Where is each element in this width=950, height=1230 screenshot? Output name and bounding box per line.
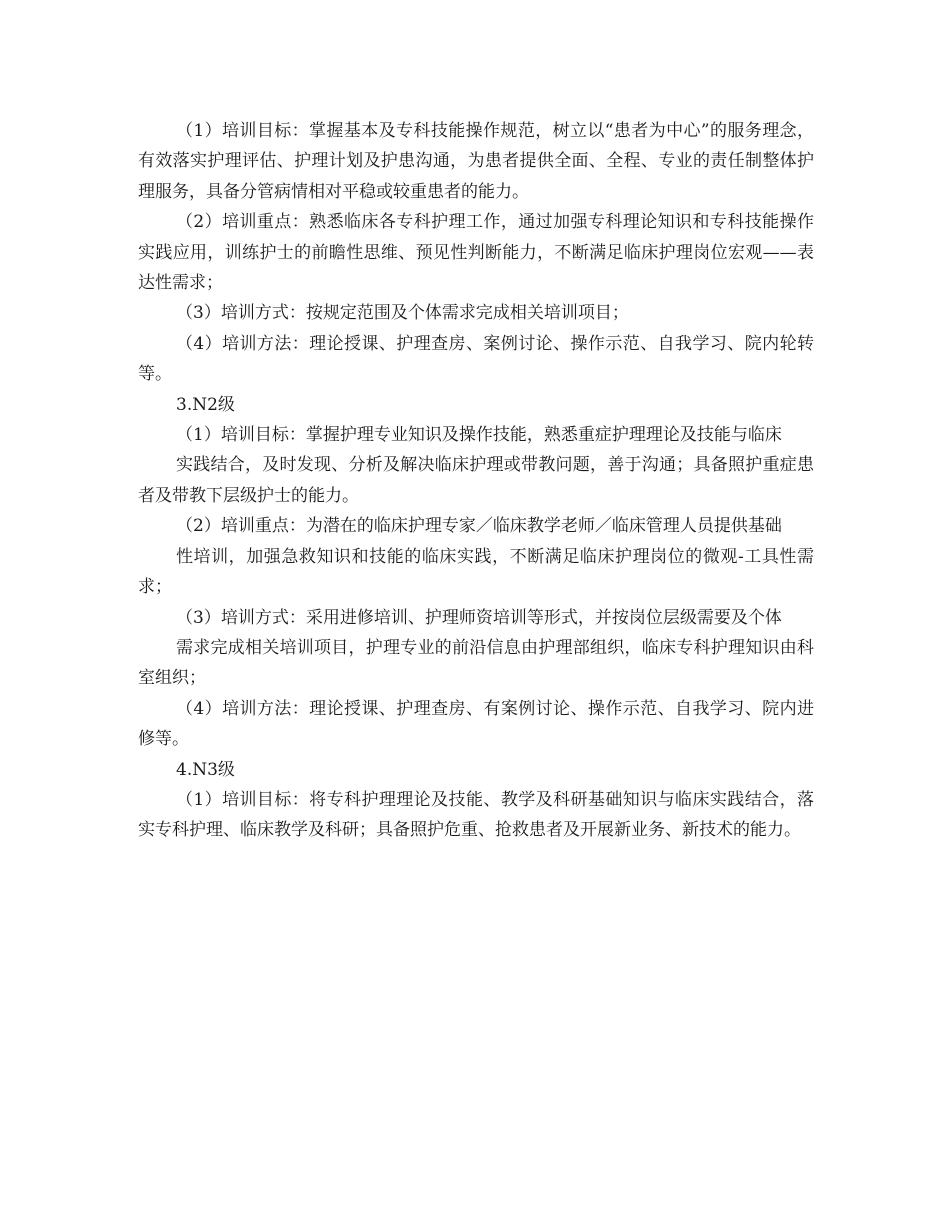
paragraph-n1-training-focus: （2）培训重点：熟悉临床各专科护理工作，通过加强专科理论知识和专科技能操作实践应用，训练护士的前瞻性思维、预见性判断能力，不断满足临床护理岗位宏观——表达性需求； [138, 212, 814, 294]
paragraph-n2-training-focus: （2）培训重点：为潜在的临床护理专家／临床教学老师／临床管理人员提供基础 [176, 516, 782, 537]
paragraph-n2-training-mode-cont: 需求完成相关培训项目，护理专业的前沿信息由护理部组织，临床专科护理知识由科室组织； [138, 637, 814, 689]
paragraph-n1-training-goal: （1）培训目标：掌握基本及专科技能操作规范，树立以“患者为中心”的服务理念，有效落实护理评估、护理计划及护患沟通，为患者提供全面、全程、专业的责任制整体护理服务，具备分管病情相对平稳或较重患者的能力。 [138, 121, 814, 202]
paragraph-n3-training-goal: （1）培训目标：将专科护理理论及技能、教学及科研基础知识与临床实践结合，落实专科护理、临床教学及科研；具备照护危重、抢救患者及开展新业务、新技术的能力。 [138, 789, 814, 841]
paragraph-n2-training-method: （4）培训方法：理论授课、护理查房、有案例讨论、操作示范、自我学习、院内进修等。 [138, 698, 814, 750]
section-heading-n2: 3.N2级 [176, 394, 235, 415]
document-body [138, 116, 814, 846]
paragraph-n1-training-mode: （3）培训方式：按规定范围及个体需求完成相关培训项目； [176, 303, 629, 324]
paragraph-n2-training-mode: （3）培训方式：采用进修培训、护理师资培训等形式，并按岗位层级需要及个体 [176, 607, 782, 628]
paragraph-n1-training-method: （4）培训方法：理论授课、护理查房、案例讨论、操作示范、自我学习、院内轮转等。 [138, 333, 814, 385]
paragraph-n2-training-goal-cont: 实践结合，及时发现、分析及解决临床护理或带教问题，善于沟通；具备照护重症患者及带教下层级护士的能力。 [138, 455, 814, 506]
paragraph-n2-training-goal: （1）培训目标：掌握护理专业知识及操作技能，熟悉重症护理理论及技能与临床 [176, 425, 782, 446]
section-heading-n3: 4.N3级 [176, 759, 235, 780]
paragraph-n2-training-focus-cont: 性培训，加强急救知识和技能的临床实践，不断满足临床护理岗位的微观-工具性需求； [138, 546, 814, 598]
